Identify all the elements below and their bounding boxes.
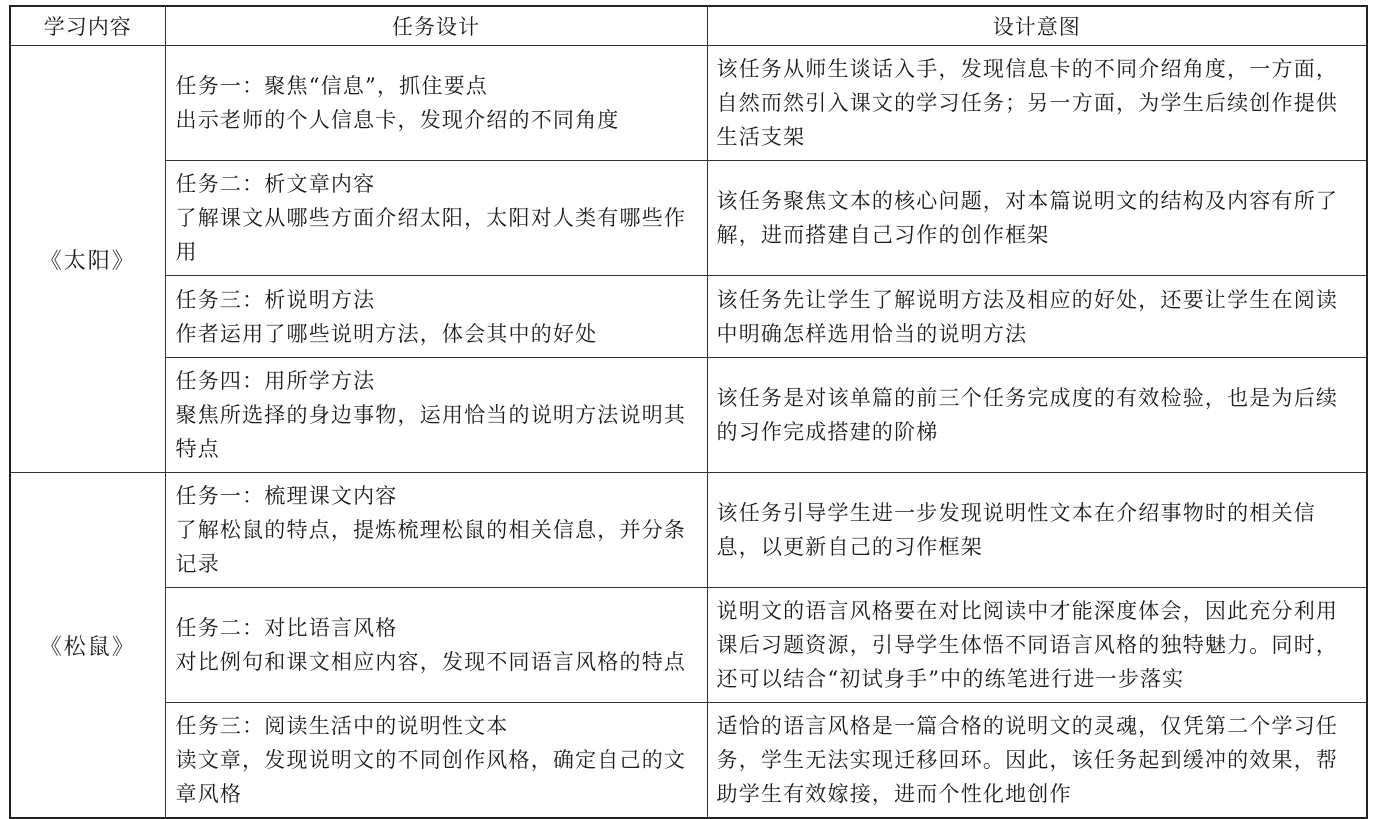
course-cell: 《太阳》 [10,46,165,473]
task-desc: 了解松鼠的特点，提炼梳理松鼠的相关信息，并分条记录 [175,518,687,576]
task-cell [165,588,707,703]
task-cell [165,46,707,161]
intent-cell: 适恰的语言风格是一篇合格的说明文的灵魂，仅凭第二个学习任务，学生无法实现迁移回环。因此，该任务起到缓冲的效果，帮助学生有效嫁接，进而个性化地创作 [707,703,1367,819]
table-row [10,161,1367,276]
task-desc: 出示老师的个人信息卡，发现介绍的不同角度 [175,108,620,132]
intent-cell: 该任务是对该单篇的前三个任务完成度的有效检验，也是为后续的习作完成搭建的阶梯 [707,358,1367,473]
table-row [10,473,1367,588]
intent-cell: 说明文的语言风格要在对比阅读中才能深度体会，因此充分利用课后习题资源，引导学生体悟不同语言风格的独特魅力。同时，还可以结合“初试身手”中的练笔进行进一步落实 [707,588,1367,703]
task-desc: 对比例句和课文相应内容，发现不同语言风格的特点 [175,650,687,674]
task-title: 任务三：阅读生活中的说明性文本 [175,714,509,738]
lesson-plan-table [9,5,1368,819]
task-desc: 聚焦所选择的身边事物，运用恰当的说明方法说明其特点 [175,403,687,461]
table-row [10,588,1367,703]
intent-cell: 该任务先让学生了解说明方法及相应的好处，还要让学生在阅读中明确怎样选用恰当的说明方法 [707,276,1367,358]
intent-cell: 该任务引导学生进一步发现说明性文本在介绍事物时的相关信息，以更新自己的习作框架 [707,473,1367,588]
task-cell [165,276,707,358]
header-task: 任务设计 [165,6,707,46]
intent-cell: 该任务从师生谈话入手，发现信息卡的不同介绍角度，一方面，自然而然引入课文的学习任务；另一方面，为学生后续创作提供生活支架 [707,46,1367,161]
task-desc: 读文章，发现说明文的不同创作风格，确定自己的文章风格 [175,748,687,806]
task-title: 任务四：用所学方法 [175,369,376,393]
task-cell [165,703,707,819]
task-title: 任务一：梳理课文内容 [175,484,398,508]
table-row [10,46,1367,161]
task-desc: 作者运用了哪些说明方法，体会其中的好处 [175,321,598,346]
task-title: 任务二：对比语言风格 [175,616,398,640]
header-intent: 设计意图 [707,6,1367,46]
task-cell [165,161,707,276]
task-title: 任务三：析说明方法 [175,287,376,312]
header-content: 学习内容 [10,6,165,46]
table-row [10,703,1367,819]
task-cell [165,473,707,588]
course-cell: 《松鼠》 [10,473,165,819]
table-row [10,358,1367,473]
task-desc: 了解课文从哪些方面介绍太阳，太阳对人类有哪些作用 [175,206,687,264]
task-cell [165,358,707,473]
header-row [10,6,1367,46]
task-title: 任务二：析文章内容 [175,172,376,196]
document [9,5,1366,806]
task-title: 任务一：聚焦“信息”，抓住要点 [175,74,488,98]
table-row [10,276,1367,358]
intent-cell: 该任务聚焦文本的核心问题，对本篇说明文的结构及内容有所了解，进而搭建自己习作的创作框架 [707,161,1367,276]
